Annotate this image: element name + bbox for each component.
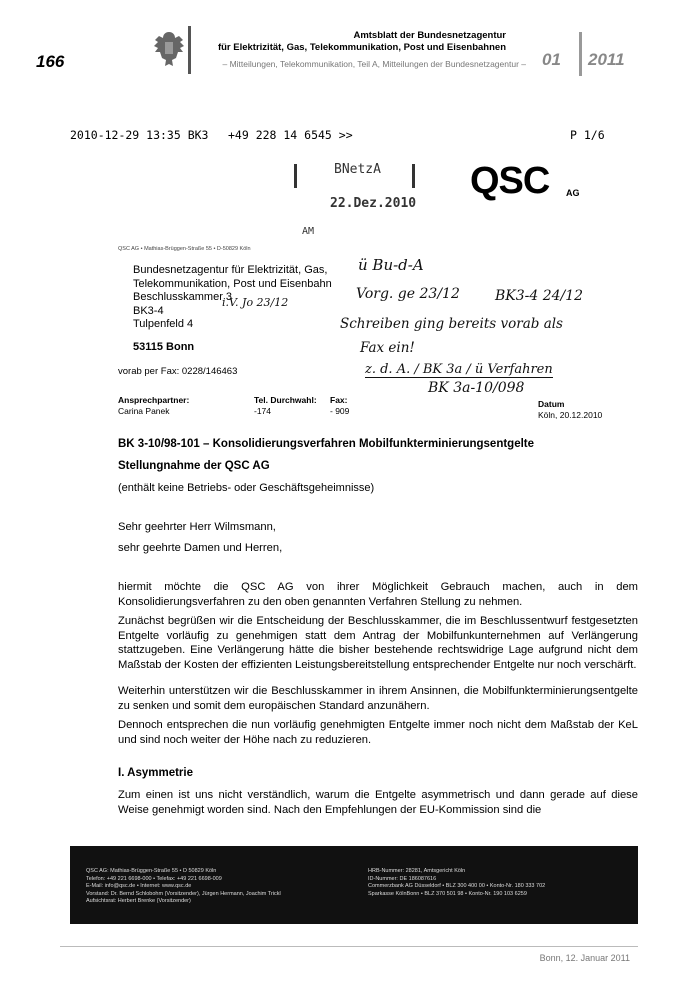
- handwritten-note-3: BK3-4 24/12: [495, 288, 584, 304]
- handwritten-note-5: Fax ein!: [360, 340, 415, 356]
- footer-address: QSC AG: Mathias-Brüggen-Straße 55 • D 50829 Köln: [86, 868, 217, 874]
- recipient-line1: Bundesnetzagentur für Elektrizität, Gas,: [133, 264, 328, 276]
- contact-phone: -174: [254, 406, 272, 416]
- handwritten-note-1: ü Bu-d-A: [358, 256, 424, 274]
- fax-number: +49 228 14 6545 >>: [228, 128, 353, 142]
- recipient-city: 53115 Bonn: [133, 341, 195, 353]
- stamp-initials: AM: [302, 226, 315, 237]
- footer-board: Vorstand: Dr. Bernd Schlobohm (Vorsitzender), Jürgen Hermann, Joachim Trickl: [86, 890, 281, 897]
- contact-fax: - 909: [330, 406, 350, 416]
- salutation-1: Sehr geehrter Herr Wilmsmann,: [118, 521, 276, 533]
- handwritten-note-7: BK 3a-10/098: [428, 380, 525, 396]
- paragraph-5: Zum einen ist uns nicht verständlich, warum die Entgelte asymmetrisch und dann gerade auf diese Weise genehmigt worden sind. Nach den Empfehlungen der EU-Kommission sind die: [118, 789, 638, 816]
- stamp-date: 22.Dez.2010: [330, 196, 417, 211]
- gazette-title-line2: für Elektrizität, Gas, Telekommunikation, Post und Eisenbahnen: [217, 42, 506, 53]
- letter-footer: [70, 846, 638, 924]
- issue-divider: [579, 32, 582, 76]
- footer-bank-1: Commerzbank AG Düsseldorf • BLZ 300 400 00 • Konto-Nr. 180 333 702: [368, 883, 546, 889]
- recipient-line2: Telekommunikation, Post und Eisenbahn: [133, 277, 332, 290]
- handwritten-note-6: z. d. A. / BK 3a / ü Verfahren: [365, 362, 553, 377]
- paragraph-3: Weiterhin unterstützen wir die Beschlusskammer in ihrem Ansinnen, die Mobilfunkterminierungsentgelte zu senken und somit dem europäischen Standard anzunähern.: [118, 685, 638, 712]
- contact-phone-label: Tel. Durchwahl:: [254, 395, 317, 405]
- fax-note: vorab per Fax: 0228/146463: [118, 366, 238, 377]
- paragraph-4: Dennoch entsprechen die nun vorläufig genehmigten Entgelte immer noch nicht dem Maßstab der KeL und sind noch weiter der Höhe nach zu reduzieren.: [118, 719, 638, 746]
- paragraph-2: Zunächst begrüßen wir die Entscheidung der Beschlusskammer, die im Beschlussentwurf festgesetzten Entgelte vorläufig zu genehmigen statt dem Antrag der Mobilfunkunternehmen auf Verlängerung stattzugeben. Eine Verlängerung hätte die bisher bestehende rechtswidrige Lage aufgrund nicht dem Maßstab der Kosten der effizienten Leistungsbereitstellung entsprechender Entgelte nur noch verschärft.: [118, 615, 638, 671]
- fax-page: P 1/6: [570, 128, 605, 142]
- stamp-agency: BNetzA: [334, 162, 381, 177]
- federal-eagle-icon: [152, 30, 186, 68]
- recipient-line5: Tulpenfeld 4: [133, 318, 194, 330]
- date-label: Datum: [538, 399, 565, 409]
- sender-line: QSC AG • Mathias-Brüggen-Straße 55 • D-50829 Köln: [118, 246, 251, 252]
- salutation-2: sehr geehrte Damen und Herren,: [118, 542, 283, 554]
- handwritten-note-2: Vorg. ge 23/12: [356, 286, 460, 302]
- footer-phone: Telefon: +49 221 6698-000 • Telefax: +49 221 6698-009: [86, 875, 222, 882]
- recipient-line3: Beschlusskammer 3: [133, 291, 233, 303]
- footer-id: ID-Nummer: DE 186087616: [368, 875, 437, 882]
- subject-note: (enthält keine Betriebs- oder Geschäftsgeheimnisse): [118, 482, 375, 494]
- handwritten-signature: i.V. Jo 23/12: [222, 296, 289, 309]
- receipt-stamp: [294, 162, 417, 237]
- handwritten-note-4: Schreiben ging bereits vorab als: [340, 316, 563, 332]
- footer-web: E-Mail: info@qsc.de • Internet: www.qsc.de: [86, 883, 192, 889]
- issue-year: 2011: [588, 50, 625, 69]
- publication-date: Bonn, 12. Januar 2011: [539, 953, 630, 963]
- footer-hrb: HRB-Nummer: 28281, Amtsgericht Köln: [368, 868, 466, 874]
- page-footer-rule: [60, 946, 638, 947]
- page-number: 166: [36, 52, 65, 71]
- contact-partner-label: Ansprechpartner:: [118, 395, 190, 405]
- subject-title: Stellungnahme der QSC AG: [118, 460, 270, 472]
- contact-partner: Carina Panek: [118, 406, 170, 416]
- issue-number: 01: [542, 50, 561, 69]
- paragraph-1: hiermit möchte die QSC AG von ihrer Möglichkeit Gebrauch machen, auch in dem Konsolidierungsverfahren zu den oben genannten Verfahren Stellung zu nehmen.: [118, 581, 638, 608]
- contact-fax-label: Fax:: [330, 395, 348, 405]
- header-divider: [188, 26, 191, 74]
- recipient-line4: BK3-4: [133, 304, 164, 317]
- letter-date: Köln, 20.12.2010: [538, 410, 603, 420]
- qsc-logo: QSC: [470, 160, 550, 202]
- section-heading: I. Asymmetrie: [118, 767, 193, 779]
- gazette-title-line1: Amtsblatt der Bundesnetzagentur: [353, 30, 506, 41]
- footer-supervisory: Aufsichtsrat: Herbert Brenke (Vorsitzender): [86, 898, 191, 904]
- gazette-subtitle: – Mitteilungen, Telekommunikation, Teil A, Mitteilungen der Bundesnetzagentur –: [222, 59, 526, 69]
- fax-datetime: 2010-12-29 13:35 BK3: [70, 128, 209, 142]
- footer-bank-2: Sparkasse KölnBonn • BLZ 370 501 98 • Konto-Nr. 190 103 6259: [368, 890, 527, 897]
- qsc-logo-suffix: AG: [566, 188, 580, 198]
- subject-line: BK 3-10/98-101 – Konsolidierungsverfahren Mobilfunkterminierungsentgelte: [118, 438, 535, 450]
- gazette-title: [196, 30, 506, 54]
